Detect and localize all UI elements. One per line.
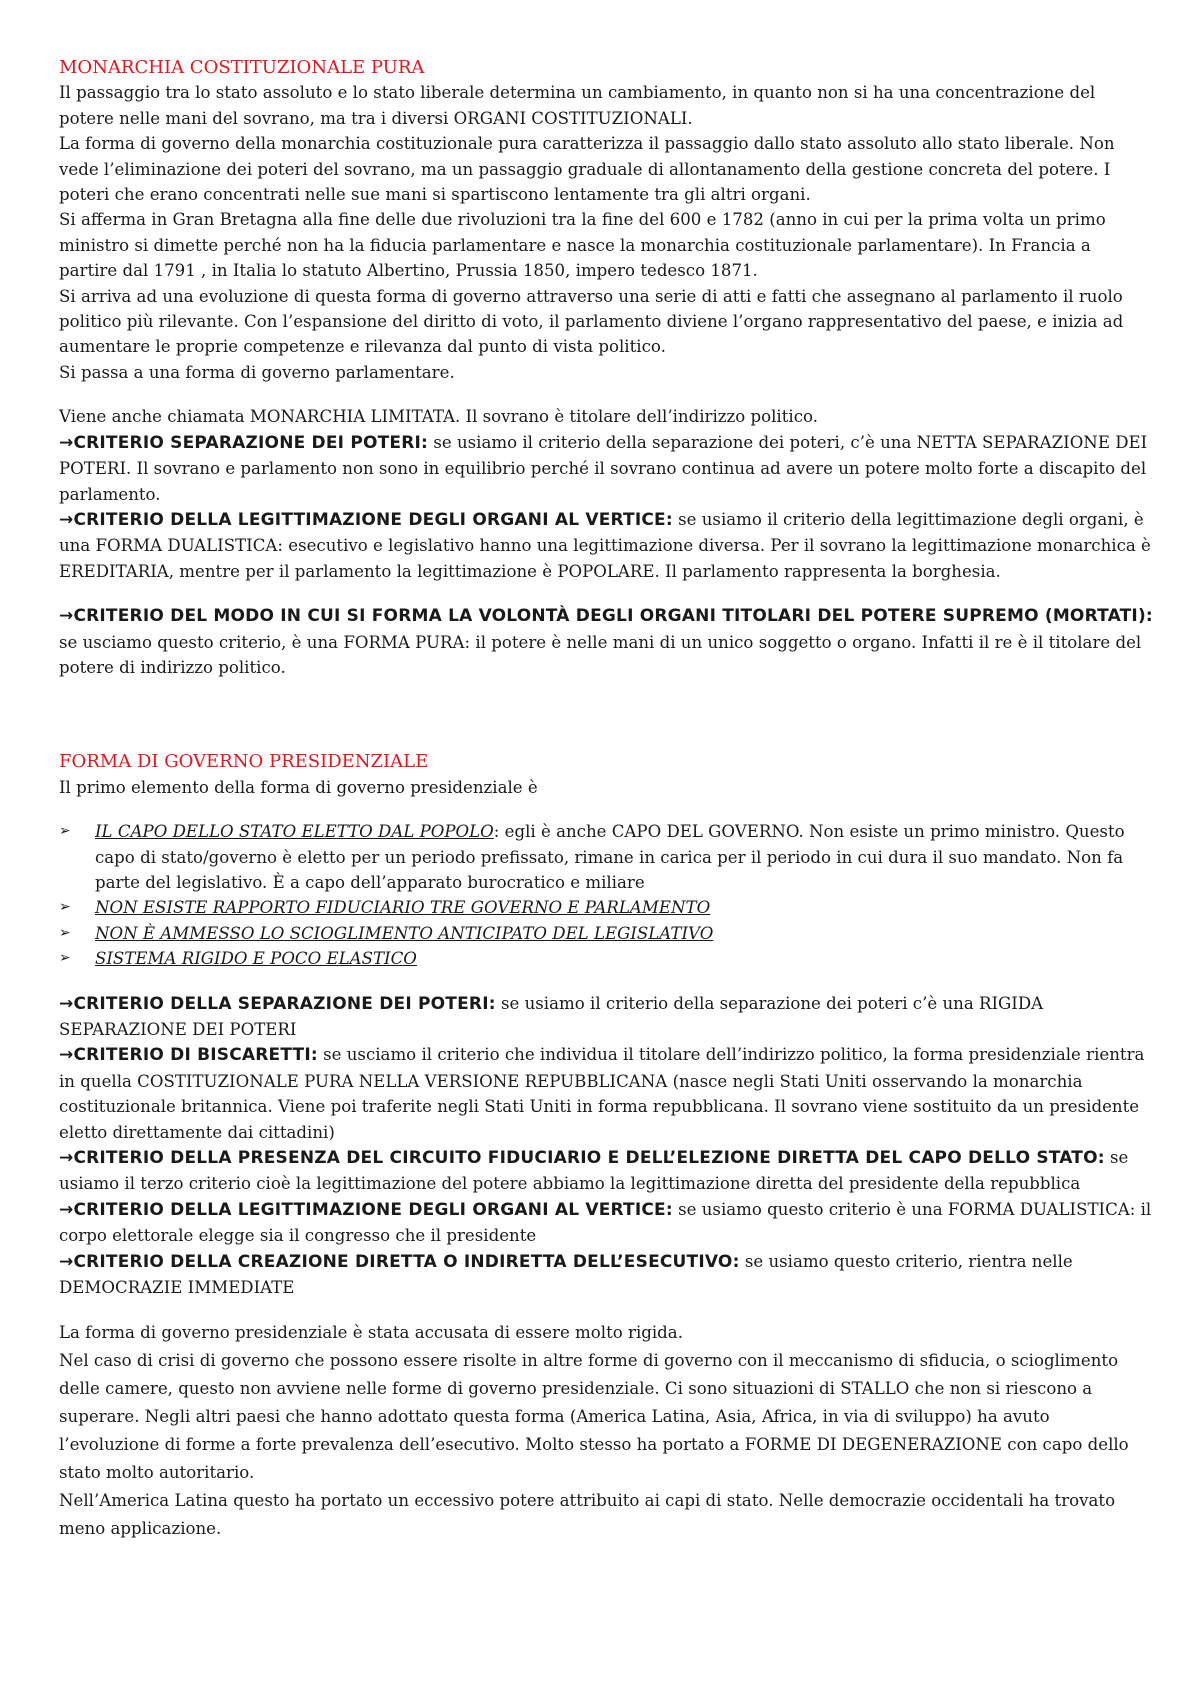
criterion: [59, 430, 1154, 507]
criterion-text: se usiamo il criterio della separazione dei poteri c’è una RIGIDA SEPARAZIONE DEI POTERI: [59, 993, 1044, 1039]
criterion-text: se usiamo il criterio della legittimazione degli organi, è una FORMA DUALISTICA: esecutivo e legislativo hanno una legittimazione diversa. Per il sovrano la legittimazione monarchica è EREDITARIA, mentre per il parlamento la legittimazione è POPOLARE. Il parlamento rappresenta la borghesia.: [59, 509, 1151, 581]
criterion: [59, 1249, 1154, 1301]
underlined-heading: SISTEMA RIGIDO E POCO ELASTICO: [95, 949, 417, 969]
paragraph: Nell’America Latina questo ha portato un eccessivo potere attribuito ai capi di stato. Nelle democrazie occidentali ha trovato meno applicazione.: [59, 1491, 1116, 1539]
underlined-heading: NON È AMMESSO LO SCIOGLIMENTO ANTICIPATO DEL LEGISLATIVO: [95, 923, 714, 943]
criterion-text: se usiamo il terzo criterio cioè la legittimazione del potere abbiamo la legittimazione diretta del presidente della repubblica: [59, 1148, 1129, 1194]
document-page: [59, 55, 1154, 1543]
criterion: [59, 507, 1154, 584]
section-title-monarchia: MONARCHIA COSTITUZIONALE PURA: [59, 57, 425, 78]
list-item-text: : egli è anche CAPO DEL GOVERNO. Non esiste un primo ministro. Questo capo di stato/governo è eletto per un periodo prefissato, rimane in carica per il periodo in cui dura il suo mandato. Non fa parte del legislativo. È a capo dell’apparato burocratico e miliare: [95, 822, 1125, 892]
criterion: [59, 1145, 1154, 1197]
criterion-label: →CRITERIO DELLA LEGITTIMAZIONE DEGLI ORGANI AL VERTICE:: [59, 1199, 673, 1220]
criterion: [59, 1042, 1154, 1145]
criterion-label: →CRITERIO DI BISCARETTI:: [59, 1045, 318, 1066]
criterion-label: →CRITERIO DELLA LEGITTIMAZIONE DEGLI ORGANI AL VERTICE:: [59, 509, 673, 530]
criterion-label: →CRITERIO DELLA SEPARAZIONE DEI POTERI:: [59, 993, 496, 1014]
paragraph: Si arriva ad una evoluzione di questa forma di governo attraverso una serie di atti e fatti che assegnano al parlamento il ruolo politico più rilevante. Con l’espansione del diritto di voto, il parlamento diviene l’organo rappresentativo del paese, e inizia ad aumentare le proprie competenze e rilevanza dal punto di vista politico.: [59, 286, 1124, 357]
criterion: [59, 603, 1154, 680]
paragraph: La forma di governo della monarchia costituzionale pura caratterizza il passaggio dallo stato assoluto allo stato liberale. Non vede l’eliminazione dei poteri del sovrano, ma un passaggio graduale di allontanamento della gestione concreta del potere. I poteri che erano concentrati nelle sue mani si spartiscono lentamente tra gli altri organi.: [59, 134, 1115, 205]
criterion-text: se usiamo il criterio della separazione dei poteri, c’è una NETTA SEPARAZIONE DEI POTERI. Il sovrano e parlamento non sono in equilibrio perché il sovrano continua ad avere un potere molto forte a discapito del parlamento.: [59, 432, 1148, 504]
criterion-text: se usciamo questo criterio, è una FORMA PURA: il potere è nelle mani di un unico soggetto o organo. Infatti il re è il titolare del potere di indirizzo politico.: [59, 632, 1142, 677]
underlined-heading: NON ESISTE RAPPORTO FIDUCIARIO TRE GOVERNO E PARLAMENTO: [95, 898, 711, 918]
criterion-text: se usciamo il criterio che individua il titolare dell’indirizzo politico, la forma presidenziale rientra in quella COSTITUZIONALE PURA NELLA VERSIONE REPUBBLICANA (nasce negli Stati Uniti osservando la monarchia costituzionale britannica. Viene poi traferite negli Stati Uniti in forma repubblicana. Il sovrano viene sostituito da un presidente eletto direttamente dai cittadini): [59, 1045, 1145, 1142]
arrowhead-bullet-icon: ➢: [59, 899, 71, 916]
list-item: [59, 946, 1154, 971]
list-item: [59, 921, 1154, 946]
paragraph: Il passaggio tra lo stato assoluto e lo stato liberale determina un cambiamento, in quanto non si ha una concentrazione del potere nelle mani del sovrano, ma tra i diversi ORGANI COSTITUZIONALI.: [59, 83, 1096, 128]
arrowhead-bullet-icon: ➢: [59, 950, 71, 967]
underlined-heading: IL CAPO DELLO STATO ELETTO DAL POPOLO: [95, 822, 494, 842]
bullet-list: [59, 819, 1154, 971]
paragraph: Si passa a una forma di governo parlamentare.: [59, 362, 455, 382]
paragraph: Il primo elemento della forma di governo presidenziale è: [59, 777, 538, 797]
arrowhead-bullet-icon: ➢: [59, 924, 71, 941]
paragraph: Nel caso di crisi di governo che possono essere risolte in altre forme di governo con il meccanismo di sfiducia, o scioglimento delle camere, questo non avviene nelle forme di governo presidenziale. Ci sono situazioni di STALLO che non si riescono a superare. Negli altri paesi che hanno adottato questa forma (America Latina, Asia, Africa, in via di sviluppo) ha avuto l’evoluzione di forme a forte prevalenza dell’esecutivo. Molto stesso ha portato a FORME DI DEGENERAZIONE con capo dello stato molto autoritario.: [59, 1351, 1129, 1483]
list-item: [59, 819, 1154, 895]
list-item: [59, 895, 1154, 920]
criterion-text: se usiamo questo criterio è una FORMA DUALISTICA: il corpo elettorale elegge sia il congresso che il presidente: [59, 1199, 1152, 1246]
criterion: [59, 991, 1154, 1043]
criterion-text: se usiamo questo criterio, rientra nelle DEMOCRAZIE IMMEDIATE: [59, 1251, 1073, 1298]
criterion-label: →CRITERIO SEPARAZIONE DEI POTERI:: [59, 432, 429, 453]
paragraph: Si afferma in Gran Bretagna alla fine delle due rivoluzioni tra la fine del 600 e 1782 (anno in cui per la prima volta un primo ministro si dimette perché non ha la fiducia parlamentare e nasce la monarchia costituzionale parlamentare). In Francia a partire dal 1791 , in Italia lo statuto Albertino, Prussia 1850, impero tedesco 1871.: [59, 210, 1106, 281]
paragraph: La forma di governo presidenziale è stata accusata di essere molto rigida.: [59, 1323, 683, 1343]
criterion-label: →CRITERIO DELLA PRESENZA DEL CIRCUITO FIDUCIARIO E DELL’ELEZIONE DIRETTA DEL CAPO DELLO STATO:: [59, 1148, 1105, 1169]
section-title-presidenziale: FORMA DI GOVERNO PRESIDENZIALE: [59, 751, 429, 773]
arrowhead-bullet-icon: ➢: [59, 823, 71, 840]
criterion-label: →CRITERIO DELLA CREAZIONE DIRETTA O INDIRETTA DELL’ESECUTIVO:: [59, 1251, 740, 1272]
criterion: [59, 1197, 1154, 1249]
paragraph: Viene anche chiamata MONARCHIA LIMITATA. Il sovrano è titolare dell’indirizzo politico.: [59, 407, 818, 427]
criterion-label: →CRITERIO DEL MODO IN CUI SI FORMA LA VOLONTÀ DEGLI ORGANI TITOLARI DEL POTERE SUPREMO (MORTATI):: [59, 606, 1153, 627]
